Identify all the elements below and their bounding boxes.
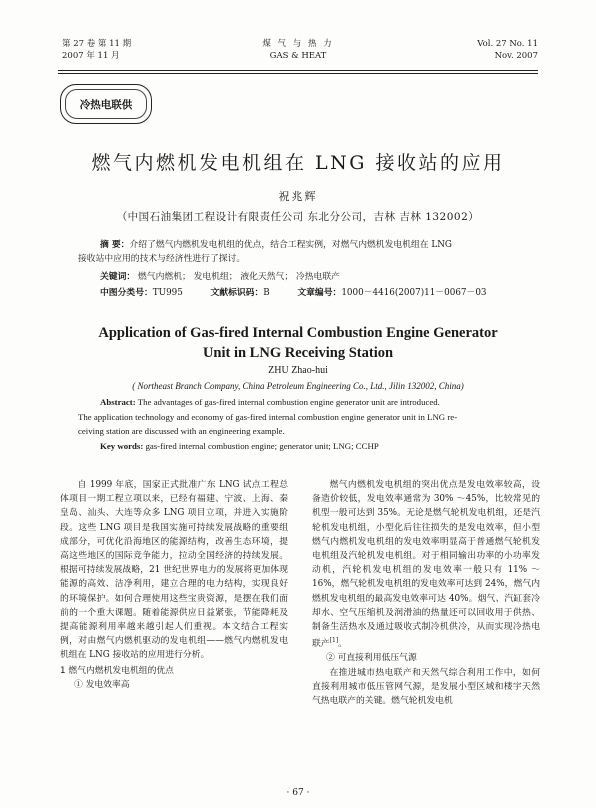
abstract-cn-text2: 接收站中应用的技术与经济性进行了探讨。 xyxy=(78,254,246,264)
subsection-heading-1: ① 发电效率高 xyxy=(74,679,130,690)
doc-code-label: 文献标识码： xyxy=(210,288,264,298)
doc-code-value: B xyxy=(263,288,270,298)
efficiency-paragraph xyxy=(312,478,540,651)
header-rule xyxy=(58,70,538,71)
efficiency-paragraph-end: 。 xyxy=(338,639,347,650)
body-column-right xyxy=(312,478,540,708)
header-rule-thin xyxy=(58,73,538,74)
low-pressure-paragraph: 在推进城市热电联产和天然气综合利用工作中，如何直接利用城市低压管网气源，是发展小型区域和楼宇天然气热电联产的关键。燃气轮机发电机 xyxy=(312,667,540,706)
article-no-value: 1000－4416(2007)11－0067－03 xyxy=(341,288,487,298)
keywords-en-label: Key words: xyxy=(100,441,144,451)
intro-paragraph: 自 1999 年底，国家正式批准广东 LNG 试点工程总体项目一期工程立项以来，已经有福建、宁波、上海、秦皇岛、汕头、大连等众多 LNG 项目立项，并进入实施阶段。这些 LNG 项目是我国实施可持续发展战略的重要组成部分，可优化沿海地区的能源结构，改善生态环境，提高这些地区的国际竞争能力，拉动全国经济的持续发展。根据可持续发展战略，21 世纪世界电力的发展将更加体现能源的高效、洁净利用，建立合理的电力结构，实现良好的环境保护。如何合理使用这些宝贵资源，是摆在我们面前的一个重大课题。随着能源供应日益紧张，节能降耗及提高能源利用率越来越引起人们重视。本文结合工程实例，对由燃气内燃机驱动的发电机组——燃气内燃机发电机组在 LNG 接收站的应用进行分析。 xyxy=(60,480,288,661)
abstract-en-label: Abstract: xyxy=(100,397,136,407)
abstract-cn-line1 xyxy=(78,238,518,252)
journal-name-cn: 煤 气 与 热 力 xyxy=(262,39,334,49)
abstract-cn xyxy=(78,238,518,266)
keywords-en-text: gas-fired internal combustion engine; generator unit; LNG; CCHP xyxy=(145,441,379,451)
body-column-left xyxy=(60,478,288,692)
section-badge-label: 冷热电联供 xyxy=(65,89,147,119)
reference-marker: [1] xyxy=(329,637,339,645)
article-title-cn: 燃气内燃机发电机组在 LNG 接收站的应用 xyxy=(91,152,505,174)
keywords-en xyxy=(78,441,520,451)
keywords-cn-text: 燃气内燃机； 发电机组； 液化天然气； 冷热电联产 xyxy=(138,272,340,282)
page-number: · 67 · xyxy=(286,788,310,798)
efficiency-paragraph-text: 燃气内燃机发电机组的突出优点是发电效率较高，设备造价较低，发电效率通常为 30% ～45%，比较常见的机型一般可达到 35%。无论是燃气轮机发电机组，还是汽轮机发电机组，小型化后往往损失的是发电效率，但小型燃气内燃机发电机组的发电效率明显高于普通燃气轮机发电机组及汽轮机发电机组。对于相同输出功率的小功率发动机，汽轮机发电机组的发电效率一般只有 11% ～16%，燃气轮机发电机组的发电效率可达到 24%，燃气内燃机发电机组的最高发电效率可达 40%。烟气、汽缸套冷却水、空气压缩机及润滑油的热量还可以回收用于供热、制备生活热水及通过吸收式制冷机供冷，从而实现冷热电联产 xyxy=(312,480,540,650)
affiliation-cn: （中国石油集团工程设计有限责任公司 东北分公司，吉林 吉林 132002） xyxy=(116,211,480,223)
keywords-cn-label: 关键词： xyxy=(100,272,136,282)
subsection-heading-2: ② 可直接利用低压气源 xyxy=(326,653,417,664)
clc-value: TU995 xyxy=(152,288,183,298)
journal-name-en: GAS & HEAT xyxy=(269,51,327,61)
journal-volume-info-en xyxy=(477,38,538,62)
abstract-cn-text1: 介绍了燃气内燃机发电机组的优点，结合工程实例，对燃气内燃机发电机组在 LNG xyxy=(129,240,452,250)
abstract-en-line1 xyxy=(78,395,520,410)
section-heading-1: 1 燃气内燃机发电机组的优点 xyxy=(60,665,174,676)
author-en: ZHU Zhao-hui xyxy=(268,365,328,376)
abstract-en xyxy=(78,395,520,439)
affiliation-en: ( Northeast Branch Company, China Petroleum Engineering Co., Ltd., Jilin 132002, China) xyxy=(132,381,464,391)
classification-line xyxy=(78,286,518,300)
article-title-en-line1: Application of Gas-fired Internal Combustion Engine Generator xyxy=(98,325,498,341)
publication-date-en: Nov. 2007 xyxy=(494,51,538,61)
keywords-cn xyxy=(78,270,518,284)
clc-label: 中图分类号： xyxy=(100,288,153,298)
abstract-en-text3: ceiving station are discussed with an engineering example. xyxy=(78,426,285,437)
abstract-en-text2: The application technology and economy of gas-fired internal combustion engine generator unit in LNG re- xyxy=(78,411,458,422)
article-title-en-line2: Unit in LNG Receiving Station xyxy=(202,345,394,361)
article-no-label: 文章编号： xyxy=(297,288,342,298)
volume-issue: 第 27 卷 第 11 期 xyxy=(62,39,132,49)
section-badge xyxy=(60,84,152,124)
author-cn: 祝兆辉 xyxy=(278,190,318,203)
publication-date: 2007 年 11 月 xyxy=(62,51,120,61)
volume-issue-en: Vol. 27 No. 11 xyxy=(477,39,538,49)
article-title-en xyxy=(0,323,596,363)
abstract-en-text1: The advantages of gas-fired internal combustion engine generator unit are introduced. xyxy=(137,397,440,407)
abstract-cn-label: 摘 要： xyxy=(100,240,130,250)
